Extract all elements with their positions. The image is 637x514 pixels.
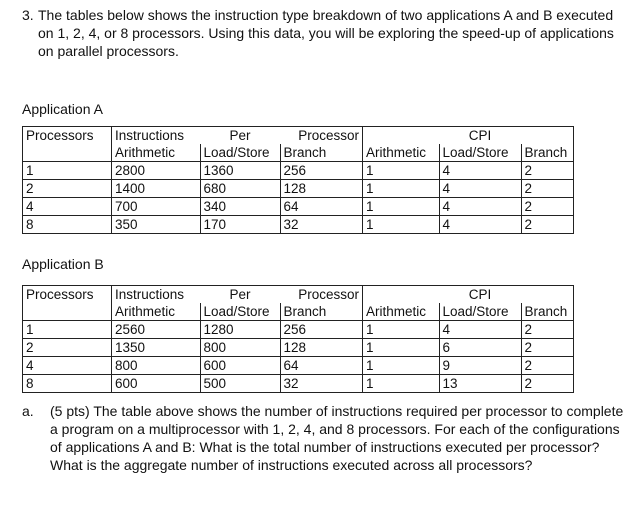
cell-branch: 256 (280, 162, 363, 180)
cell-load-store: 500 (200, 375, 280, 393)
header-cpi-load-store: Load/Store (439, 144, 521, 162)
header-per: Per (200, 127, 280, 145)
cell-arithmetic: 2560 (112, 321, 201, 339)
cell-load-store: 1360 (200, 162, 280, 180)
app-b-table (22, 285, 574, 393)
table-row (23, 162, 574, 180)
cell-cpi-load-store: 13 (439, 375, 521, 393)
cell-cpi-branch: 2 (521, 375, 574, 393)
app-b-title: Application B (22, 256, 104, 272)
table-row (23, 180, 574, 198)
cell-cpi-load-store: 4 (439, 198, 521, 216)
cell-branch: 128 (280, 339, 363, 357)
cell-cpi-arithmetic: 1 (363, 321, 440, 339)
cell-cpi-arithmetic: 1 (363, 339, 440, 357)
question-number: 3. (22, 7, 34, 23)
header-processor: Processor (280, 286, 363, 304)
cell-cpi-load-store: 6 (439, 339, 521, 357)
app-a-title: Application A (22, 101, 103, 117)
cell-cpi-branch: 2 (521, 216, 574, 234)
cell-arithmetic: 350 (112, 216, 201, 234)
header-processors: Processors (23, 127, 112, 145)
header-cpi: CPI (439, 127, 521, 145)
cell-branch: 128 (280, 180, 363, 198)
cell-arithmetic: 700 (112, 198, 201, 216)
cell-cpi-arithmetic: 1 (363, 357, 440, 375)
cell-arithmetic: 2800 (112, 162, 201, 180)
cell-processors: 1 (23, 162, 112, 180)
cell-branch: 64 (280, 357, 363, 375)
header-cpi-branch: Branch (521, 144, 574, 162)
table-row (23, 339, 574, 357)
header-instructions: Instructions (112, 127, 201, 145)
cell-cpi-branch: 2 (521, 357, 574, 375)
cell-cpi-load-store: 4 (439, 321, 521, 339)
header-cpi-branch: Branch (521, 303, 574, 321)
header-arithmetic: Arithmetic (112, 303, 201, 321)
cell-processors: 8 (23, 375, 112, 393)
table-row (23, 321, 574, 339)
cell-load-store: 600 (200, 357, 280, 375)
cell-arithmetic: 1400 (112, 180, 201, 198)
header-processors: Processors (23, 286, 112, 304)
header-empty (23, 144, 112, 162)
table-row (23, 375, 574, 393)
header-branch: Branch (280, 144, 363, 162)
cell-cpi-load-store: 4 (439, 216, 521, 234)
part-a-label: a. (22, 403, 34, 419)
cell-cpi-load-store: 4 (439, 180, 521, 198)
part-a (22, 402, 630, 474)
cell-processors: 8 (23, 216, 112, 234)
header-cpi: CPI (439, 286, 521, 304)
header-empty (23, 303, 112, 321)
header-cpi-load-store: Load/Store (439, 303, 521, 321)
cell-branch: 32 (280, 375, 363, 393)
header-branch: Branch (280, 303, 363, 321)
header-processor: Processor (280, 127, 363, 145)
header-cpi-arithmetic: Arithmetic (363, 303, 440, 321)
header-cpi-spacer (363, 286, 440, 304)
cell-cpi-branch: 2 (521, 198, 574, 216)
table-row (23, 357, 574, 375)
cell-arithmetic: 600 (112, 375, 201, 393)
header-instructions: Instructions (112, 286, 201, 304)
cell-cpi-load-store: 9 (439, 357, 521, 375)
question-intro (22, 6, 628, 60)
cell-processors: 1 (23, 321, 112, 339)
header-load-store: Load/Store (200, 144, 280, 162)
cell-cpi-arithmetic: 1 (363, 198, 440, 216)
cell-processors: 4 (23, 357, 112, 375)
cell-processors: 4 (23, 198, 112, 216)
cell-branch: 64 (280, 198, 363, 216)
cell-load-store: 170 (200, 216, 280, 234)
table-row (23, 216, 574, 234)
cell-branch: 32 (280, 216, 363, 234)
question-text: The tables below shows the instruction type breakdown of two applications A and B executed on 1, 2, 4, or 8 processors. Using this data, you will be exploring the speed-up of applications on parallel processors. (38, 7, 614, 59)
cell-arithmetic: 800 (112, 357, 201, 375)
header-arithmetic: Arithmetic (112, 144, 201, 162)
cell-cpi-branch: 2 (521, 162, 574, 180)
cell-processors: 2 (23, 180, 112, 198)
cell-cpi-arithmetic: 1 (363, 180, 440, 198)
cell-cpi-branch: 2 (521, 321, 574, 339)
cell-cpi-load-store: 4 (439, 162, 521, 180)
header-load-store: Load/Store (200, 303, 280, 321)
cell-cpi-branch: 2 (521, 180, 574, 198)
cell-cpi-branch: 2 (521, 339, 574, 357)
cell-cpi-arithmetic: 1 (363, 162, 440, 180)
cell-load-store: 1280 (200, 321, 280, 339)
cell-cpi-arithmetic: 1 (363, 375, 440, 393)
table-row (23, 198, 574, 216)
header-cpi-spacer-2 (521, 127, 574, 145)
cell-arithmetic: 1350 (112, 339, 201, 357)
cell-branch: 256 (280, 321, 363, 339)
cell-processors: 2 (23, 339, 112, 357)
cell-load-store: 340 (200, 198, 280, 216)
cell-load-store: 680 (200, 180, 280, 198)
cell-cpi-arithmetic: 1 (363, 216, 440, 234)
part-a-text: (5 pts) The table above shows the number of instructions required per processor to complete a program on a multiprocessor with 1, 2, 4, and 8 processors. For each of the configurations of applications A and B: What is the total number of instructions executed per processor? What is the aggregate number of instructions executed across all processors? (50, 403, 624, 473)
header-per: Per (200, 286, 280, 304)
header-cpi-spacer-2 (521, 286, 574, 304)
header-cpi-arithmetic: Arithmetic (363, 144, 440, 162)
header-cpi-spacer (363, 127, 440, 145)
app-a-table (22, 126, 574, 234)
cell-load-store: 800 (200, 339, 280, 357)
